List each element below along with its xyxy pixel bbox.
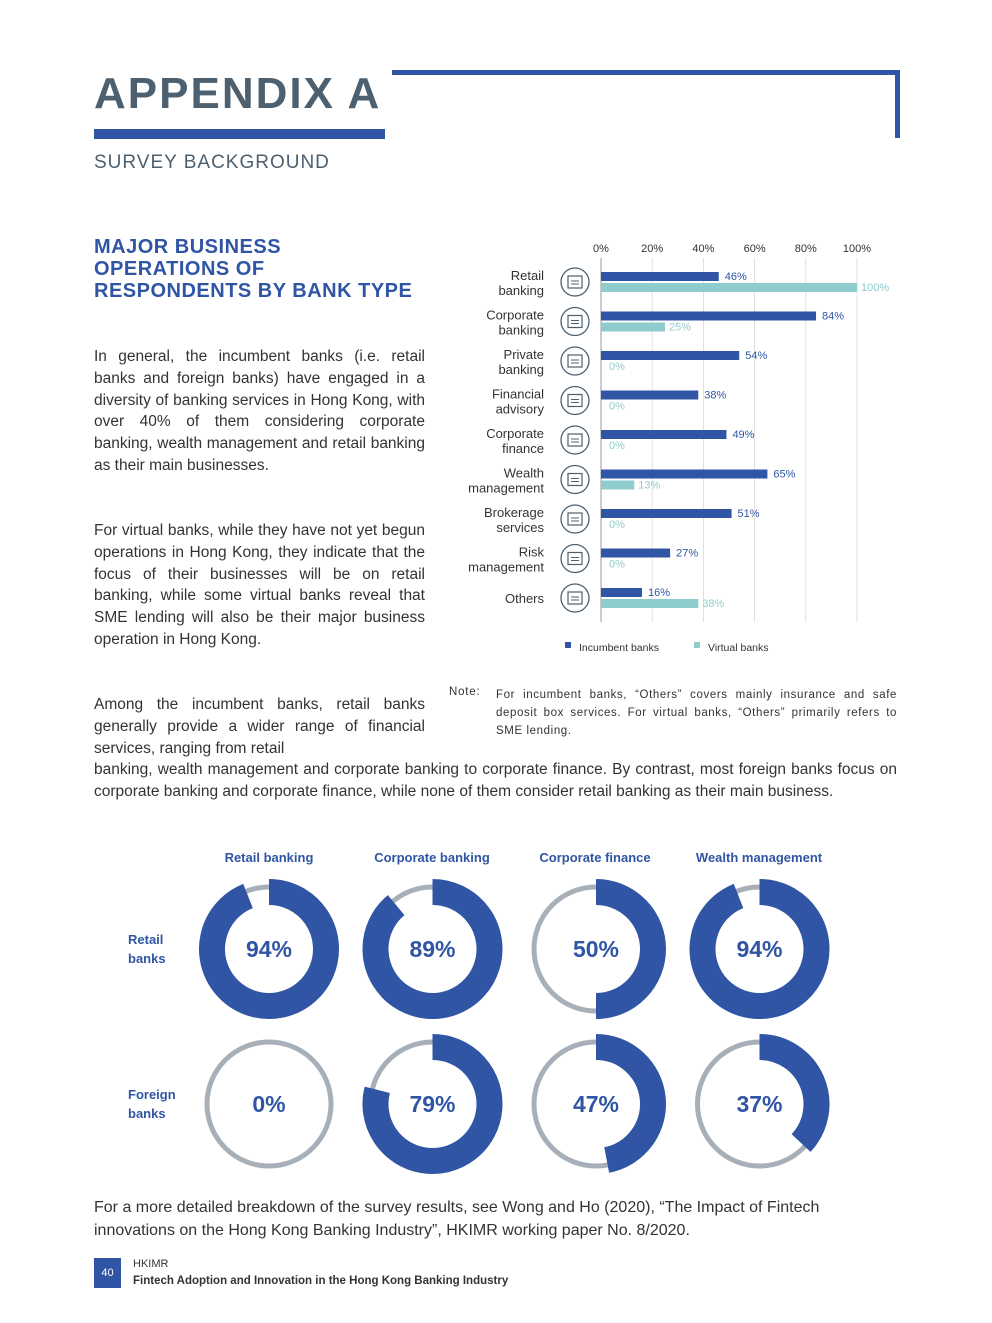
- briefcase-dollar-icon: [561, 426, 589, 454]
- paragraph-3-end: banking, wealth management and corporate banking to corporate finance. By contrast, most foreign banks focus on corporate banking and corporate finance, while none of them consider retail banking as their main business.: [94, 761, 897, 800]
- bar-incumbent: [601, 312, 816, 321]
- category-label: Wealth management: [468, 465, 544, 496]
- closing-paragraph: For a more detailed breakdown of the survey results, see Wong and Ho (2020), “The Impact of Fintech innovations on the Hong Kong Banking Industry”, HKIMR working paper No. 8/2020.: [94, 1199, 820, 1239]
- data-label-incumbent: 16%: [647, 587, 670, 599]
- note-text: For incumbent banks, “Others” covers mainly insurance and safe deposit box services. For virtual banks, “Others” primarily refers to SME lending.: [496, 689, 897, 737]
- donut: [207, 887, 331, 1011]
- bar-incumbent: [601, 509, 732, 518]
- stock-chart-icon: [561, 505, 589, 533]
- bar-incumbent: [601, 272, 719, 281]
- bar-incumbent: [601, 470, 767, 479]
- data-label-virtual: 0%: [609, 440, 625, 452]
- header-frame-right: [895, 70, 900, 138]
- legend-swatch-virtual: [694, 642, 700, 648]
- donut: [698, 887, 822, 1011]
- data-label-virtual: 0%: [609, 519, 625, 531]
- donut-value-label: 47%: [572, 1091, 620, 1117]
- legend-label-incumbent: Incumbent banks: [579, 642, 659, 654]
- bar-incumbent: [601, 351, 739, 360]
- data-label-virtual: 38%: [702, 598, 725, 610]
- donut-grid: [180, 870, 860, 1190]
- donut: [698, 1042, 822, 1166]
- donut: [207, 1042, 331, 1166]
- bar-incumbent: [601, 391, 698, 400]
- x-tick-label: 100%: [842, 243, 872, 255]
- donut-value-label: 94%: [736, 936, 783, 962]
- x-tick-label: 60%: [743, 243, 766, 255]
- bar-marks: [601, 271, 889, 610]
- bar-icons: [561, 268, 589, 612]
- category-label: Private banking: [498, 347, 544, 377]
- hand-money-icon: [561, 347, 589, 375]
- data-label-virtual: 0%: [609, 361, 625, 373]
- x-tick-label: 20%: [641, 243, 664, 255]
- businessman-icon: [561, 545, 589, 573]
- note-label: Note:: [449, 686, 481, 698]
- donut: [371, 887, 495, 1011]
- bar-incumbent: [601, 549, 670, 558]
- donut-value-label: 94%: [245, 936, 293, 962]
- data-label-virtual: 13%: [638, 479, 661, 492]
- category-label: Corporate banking: [486, 307, 544, 338]
- donut: [534, 887, 658, 1011]
- donut-value-label: 89%: [409, 936, 456, 962]
- bar-virtual: [601, 283, 857, 292]
- section-title: MAJOR BUSINESS OPERATIONS OF RESPONDENTS BY BANK TYPE: [94, 236, 413, 302]
- bar-legend: [565, 642, 769, 654]
- title-underline: [94, 129, 385, 139]
- x-tick-label: 0%: [593, 243, 609, 255]
- donut-col-header: Corporate banking: [374, 850, 490, 865]
- bar-incumbent: [601, 430, 726, 439]
- bar-categories: [468, 268, 544, 606]
- category-label: Financial advisory: [491, 386, 544, 417]
- bar-x-ticks: [593, 243, 871, 255]
- people-group-icon: [561, 268, 589, 296]
- data-label-virtual: 0%: [609, 558, 625, 571]
- bank-building-icon: [561, 308, 589, 336]
- bar-virtual: [601, 599, 698, 608]
- bar-virtual: [601, 323, 665, 332]
- footer-org: HKIMR: [133, 1258, 169, 1270]
- data-label-incumbent: 54%: [745, 350, 768, 362]
- legend-swatch-incumbent: [565, 642, 571, 648]
- bar-incumbent: [601, 588, 642, 597]
- data-label-virtual: 0%: [609, 400, 625, 413]
- donut-row-label-retail: Retail banks: [128, 932, 166, 966]
- category-label: Corporate finance: [486, 426, 544, 456]
- donut-col-header: Corporate finance: [539, 850, 651, 865]
- paragraph-2: For virtual banks, while they have not yet begun operations in Hong Kong, they indicate that the focus of their businesses will be on retail banking, while some virtual banks reveal that SME lending will also be their major business operation in Hong Kong.: [94, 522, 425, 648]
- header-frame-top: [392, 70, 900, 75]
- page-subtitle: SURVEY BACKGROUND: [94, 152, 330, 173]
- bar-virtual: [601, 481, 634, 490]
- donut-col-header: Wealth management: [695, 850, 823, 865]
- x-tick-label: 40%: [692, 243, 715, 255]
- data-label-incumbent: 38%: [704, 389, 727, 402]
- data-label-incumbent: 51%: [737, 508, 760, 520]
- page-number: 40: [94, 1258, 121, 1288]
- bar-chart: [440, 236, 900, 666]
- donut-value-label: 50%: [572, 936, 620, 962]
- paragraph-1: In general, the incumbent banks (i.e. retail banks and foreign banks) have engaged in a diversity of banking services in Hong Kong, with over 40% of them considering corporate banking, wealth management and retail banking as their main businesses.: [94, 348, 425, 474]
- page-title: APPENDIX A: [94, 69, 382, 118]
- paragraph-3-start: Among the incumbent banks, retail banks generally provide a wider range of financial services, ranging from retail: [94, 696, 425, 757]
- legend-label-virtual: Virtual banks: [708, 642, 769, 654]
- safe-icon: [561, 387, 589, 415]
- donut-value-label: 37%: [736, 1091, 783, 1117]
- donut-col-header: Retail banking: [224, 850, 314, 865]
- donut: [534, 1042, 658, 1166]
- growth-chart-icon: [561, 466, 589, 494]
- data-label-incumbent: 27%: [676, 547, 699, 560]
- category-label: Others: [504, 591, 544, 606]
- donut: [371, 1042, 495, 1166]
- data-label-virtual: 100%: [861, 282, 890, 294]
- data-label-incumbent: 49%: [732, 429, 755, 441]
- category-label: Brokerage services: [484, 505, 544, 535]
- data-label-incumbent: 46%: [724, 271, 747, 283]
- category-label: Retail banking: [498, 268, 544, 298]
- footer-title: Fintech Adoption and Innovation in the Hong Kong Banking Industry: [133, 1275, 509, 1287]
- data-label-virtual: 25%: [669, 321, 692, 334]
- x-tick-label: 80%: [794, 243, 817, 255]
- gear-dollar-icon: [561, 584, 589, 612]
- donut-row-label-foreign: Foreign banks: [128, 1087, 176, 1121]
- donut-value-label: 0%: [252, 1091, 286, 1117]
- category-label: Risk management: [468, 544, 544, 575]
- donut-value-label: 79%: [409, 1091, 456, 1117]
- data-label-incumbent: 65%: [773, 468, 796, 481]
- data-label-incumbent: 84%: [822, 310, 845, 323]
